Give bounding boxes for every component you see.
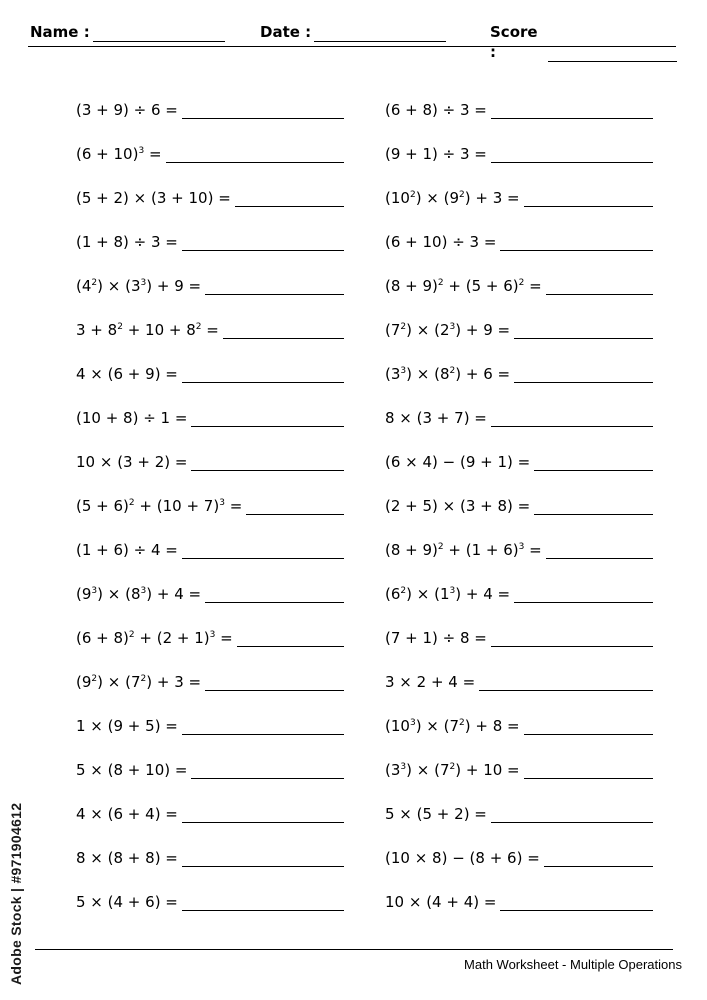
- answer-blank[interactable]: [237, 645, 344, 647]
- problem-expression: [76, 893, 178, 911]
- exponent: 3: [209, 630, 216, 640]
- answer-blank[interactable]: [182, 821, 344, 823]
- problem-row: [385, 744, 653, 788]
- problem-row: [385, 348, 653, 392]
- exponent: 2: [437, 278, 444, 288]
- problem-expression: [76, 321, 219, 339]
- problem-expression: [385, 541, 542, 559]
- answer-blank[interactable]: [534, 469, 653, 471]
- problem-expression: [385, 321, 510, 339]
- expression-text: (10: [385, 717, 410, 735]
- expression-text: (6: [385, 585, 401, 603]
- problem-row: [385, 876, 653, 920]
- problem-row: [385, 568, 653, 612]
- exponent: 2: [117, 322, 123, 332]
- right-problem-column: [385, 84, 653, 920]
- expression-text: (6 + 10) ÷ 3 =: [385, 233, 497, 251]
- answer-blank[interactable]: [534, 513, 653, 515]
- problem-row: [385, 216, 653, 260]
- expression-text: =: [201, 321, 219, 339]
- expression-text: ) + 4 =: [146, 585, 202, 603]
- problem-expression: [76, 673, 201, 691]
- expression-text: =: [524, 541, 542, 559]
- answer-blank[interactable]: [182, 381, 344, 383]
- expression-text: ) + 8 =: [464, 717, 520, 735]
- problem-row: [76, 480, 344, 524]
- problem-row: [76, 84, 344, 128]
- answer-blank[interactable]: [235, 205, 344, 207]
- expression-text: (5 + 2) × (3 + 10) =: [76, 189, 231, 207]
- exponent: 3: [449, 586, 456, 596]
- answer-blank[interactable]: [491, 821, 653, 823]
- problem-row: [76, 832, 344, 876]
- problem-expression: [385, 145, 487, 163]
- problem-expression: [76, 629, 233, 647]
- problem-expression: [76, 761, 187, 779]
- expression-text: (7: [385, 321, 401, 339]
- footer-divider: [35, 949, 673, 950]
- expression-text: ) + 4 =: [455, 585, 511, 603]
- problem-row: [385, 84, 653, 128]
- problem-row: [76, 348, 344, 392]
- exponent: 2: [400, 322, 407, 332]
- answer-blank[interactable]: [223, 337, 344, 339]
- problem-row: [76, 788, 344, 832]
- problem-row: [385, 260, 653, 304]
- score-field[interactable]: [490, 22, 677, 62]
- problem-row: [76, 172, 344, 216]
- expression-text: ) × (7: [97, 673, 141, 691]
- problem-expression: [76, 365, 178, 383]
- expression-text: 5 × (4 + 6) =: [76, 893, 178, 911]
- problem-row: [76, 392, 344, 436]
- expression-text: 8 × (3 + 7) =: [385, 409, 487, 427]
- problem-expression: [76, 805, 178, 823]
- answer-blank[interactable]: [479, 689, 653, 691]
- exponent: 2: [518, 278, 525, 288]
- expression-text: (1 + 8) ÷ 3 =: [76, 233, 178, 251]
- answer-blank[interactable]: [205, 689, 344, 691]
- answer-blank[interactable]: [182, 117, 344, 119]
- expression-text: + 10 + 8: [122, 321, 196, 339]
- problem-expression: [76, 717, 178, 735]
- exponent: 3: [91, 586, 98, 596]
- problem-row: [76, 260, 344, 304]
- answer-blank[interactable]: [191, 777, 344, 779]
- answer-blank[interactable]: [191, 425, 344, 427]
- problem-row: [76, 216, 344, 260]
- answer-blank[interactable]: [166, 161, 344, 163]
- answer-blank[interactable]: [514, 337, 653, 339]
- problem-row: [385, 612, 653, 656]
- expression-text: (6 + 8): [76, 629, 129, 647]
- exponent: 3: [400, 762, 407, 772]
- problem-row: [76, 612, 344, 656]
- problem-row: [76, 876, 344, 920]
- answer-blank[interactable]: [182, 557, 344, 559]
- exponent: 2: [140, 674, 147, 684]
- answer-blank[interactable]: [182, 909, 344, 911]
- date-blank[interactable]: [314, 27, 446, 42]
- expression-text: (3: [385, 365, 401, 383]
- exponent: 2: [459, 718, 465, 728]
- problem-expression: [76, 849, 178, 867]
- answer-blank[interactable]: [524, 733, 653, 735]
- problem-expression: [76, 233, 178, 251]
- problem-expression: [385, 453, 530, 471]
- expression-text: 8 × (8 + 8) =: [76, 849, 178, 867]
- answer-blank[interactable]: [544, 865, 653, 867]
- expression-text: (9 + 1) ÷ 3 =: [385, 145, 487, 163]
- exponent: 2: [128, 498, 135, 508]
- expression-text: (8 + 9): [385, 541, 438, 559]
- expression-text: ) + 9 =: [146, 277, 202, 295]
- expression-text: (6 × 4) − (9 + 1) =: [385, 453, 531, 471]
- problem-expression: [385, 717, 520, 735]
- answer-blank[interactable]: [524, 777, 653, 779]
- answer-blank[interactable]: [491, 117, 653, 119]
- expression-text: (9: [76, 673, 92, 691]
- answer-blank[interactable]: [191, 469, 344, 471]
- problem-expression: [385, 893, 496, 911]
- problem-expression: [76, 277, 201, 295]
- answer-blank[interactable]: [524, 205, 653, 207]
- answer-blank[interactable]: [514, 381, 653, 383]
- exponent: 2: [437, 542, 444, 552]
- expression-text: ) + 3 =: [464, 189, 520, 207]
- expression-text: (2 + 5) × (3 + 8) =: [385, 497, 531, 515]
- expression-text: 1 × (9 + 5) =: [76, 717, 178, 735]
- answer-blank[interactable]: [205, 293, 344, 295]
- problem-row: [76, 128, 344, 172]
- problem-expression: [385, 189, 520, 207]
- problem-row: [385, 524, 653, 568]
- problem-row: [76, 524, 344, 568]
- problem-expression: [385, 365, 510, 383]
- problem-expression: [385, 849, 540, 867]
- answer-blank[interactable]: [500, 249, 653, 251]
- exponent: 2: [449, 366, 456, 376]
- problem-expression: [385, 761, 520, 779]
- expression-text: ) × (3: [97, 277, 141, 295]
- problem-row: [76, 656, 344, 700]
- expression-text: ) + 3 =: [146, 673, 202, 691]
- answer-blank[interactable]: [546, 557, 653, 559]
- worksheet-header: [28, 22, 676, 61]
- problem-expression: [76, 453, 187, 471]
- exponent: 2: [91, 278, 98, 288]
- problem-expression: [385, 277, 542, 295]
- problem-row: [385, 172, 653, 216]
- expression-text: 5 × (8 + 10) =: [76, 761, 188, 779]
- answer-blank[interactable]: [182, 249, 344, 251]
- problem-expression: [385, 673, 475, 691]
- exponent: 3: [138, 146, 145, 156]
- answer-blank[interactable]: [491, 425, 653, 427]
- problem-expression: [76, 585, 201, 603]
- problem-row: [385, 128, 653, 172]
- exponent: 2: [128, 630, 135, 640]
- exponent: 3: [140, 586, 147, 596]
- answer-blank[interactable]: [546, 293, 653, 295]
- answer-blank[interactable]: [182, 733, 344, 735]
- problem-row: [385, 700, 653, 744]
- expression-text: (9: [76, 585, 92, 603]
- problem-expression: [76, 497, 242, 515]
- expression-text: 3 × 2 + 4 =: [385, 673, 476, 691]
- expression-text: + (1 + 6): [443, 541, 519, 559]
- answer-blank[interactable]: [491, 161, 653, 163]
- exponent: 2: [409, 190, 416, 200]
- problem-expression: [76, 101, 178, 119]
- problem-row: [385, 788, 653, 832]
- problem-expression: [76, 541, 178, 559]
- problem-row: [385, 832, 653, 876]
- score-blank[interactable]: [548, 47, 676, 62]
- expression-text: ) + 10 =: [455, 761, 520, 779]
- expression-text: =: [524, 277, 542, 295]
- expression-text: ) × (8: [406, 365, 450, 383]
- problem-row: [385, 392, 653, 436]
- expression-text: (7 + 1) ÷ 8 =: [385, 629, 487, 647]
- problem-expression: [385, 497, 530, 515]
- exponent: 3: [219, 498, 225, 508]
- expression-text: (10 × 8) − (8 + 6) =: [385, 849, 540, 867]
- exponent: 2: [400, 586, 407, 596]
- expression-text: (8 + 9): [385, 277, 438, 295]
- answer-blank[interactable]: [205, 601, 344, 603]
- expression-text: 10 × (3 + 2) =: [76, 453, 188, 471]
- exponent: 3: [518, 542, 525, 552]
- problem-row: [76, 568, 344, 612]
- problem-expression: [76, 189, 231, 207]
- problem-expression: [385, 409, 487, 427]
- problem-row: [385, 480, 653, 524]
- expression-text: 4 × (6 + 9) =: [76, 365, 178, 383]
- date-field[interactable]: [260, 22, 446, 42]
- score-label: Score :: [490, 23, 538, 61]
- expression-text: + (10 + 7): [134, 497, 220, 515]
- expression-text: =: [224, 497, 243, 515]
- expression-text: ) × (1: [406, 585, 450, 603]
- expression-text: (5 + 6): [76, 497, 129, 515]
- name-label: Name :: [30, 23, 90, 41]
- expression-text: (6 + 10): [76, 145, 139, 163]
- expression-text: + (5 + 6): [443, 277, 519, 295]
- problem-expression: [385, 101, 487, 119]
- problem-expression: [385, 805, 487, 823]
- problem-row: [385, 304, 653, 348]
- problem-row: [385, 656, 653, 700]
- problem-row: [76, 436, 344, 480]
- exponent: 3: [140, 278, 147, 288]
- stock-watermark: Adobe Stock | #971904612: [8, 802, 24, 985]
- expression-text: =: [215, 629, 233, 647]
- exponent: 2: [459, 190, 465, 200]
- date-label: Date :: [260, 23, 312, 41]
- expression-text: 5 × (5 + 2) =: [385, 805, 487, 823]
- expression-text: ) + 6 =: [455, 365, 511, 383]
- answer-blank[interactable]: [246, 513, 344, 515]
- problem-expression: [76, 409, 187, 427]
- expression-text: 4 × (6 + 4) =: [76, 805, 178, 823]
- expression-text: ) + 9 =: [455, 321, 511, 339]
- expression-text: 10 × (4 + 4) =: [385, 893, 497, 911]
- name-blank[interactable]: [93, 27, 225, 42]
- expression-text: ) × (2: [406, 321, 450, 339]
- problem-row: [76, 304, 344, 348]
- expression-text: (6 + 8) ÷ 3 =: [385, 101, 487, 119]
- problem-row: [385, 436, 653, 480]
- answer-blank[interactable]: [182, 865, 344, 867]
- exponent: 3: [400, 366, 407, 376]
- expression-text: ) × (7: [415, 717, 460, 735]
- exponent: 2: [449, 762, 456, 772]
- expression-text: (10: [385, 189, 410, 207]
- exponent: 3: [449, 322, 456, 332]
- expression-text: (3: [385, 761, 401, 779]
- problem-expression: [385, 233, 496, 251]
- exponent: 2: [91, 674, 98, 684]
- problem-expression: [76, 145, 162, 163]
- problem-expression: [385, 585, 510, 603]
- problem-row: [76, 700, 344, 744]
- expression-text: + (2 + 1): [134, 629, 210, 647]
- expression-text: 3 + 8: [76, 321, 118, 339]
- expression-text: (1 + 6) ÷ 4 =: [76, 541, 178, 559]
- exponent: 3: [409, 718, 416, 728]
- name-field[interactable]: [30, 22, 225, 42]
- expression-text: ) × (9: [415, 189, 460, 207]
- problem-expression: [385, 629, 487, 647]
- expression-text: (4: [76, 277, 92, 295]
- exponent: 2: [195, 322, 202, 332]
- answer-blank[interactable]: [491, 645, 653, 647]
- expression-text: ) × (8: [97, 585, 141, 603]
- footer-title: Math Worksheet - Multiple Operations: [464, 957, 682, 972]
- expression-text: (3 + 9) ÷ 6 =: [76, 101, 178, 119]
- answer-blank[interactable]: [500, 909, 653, 911]
- problem-row: [76, 744, 344, 788]
- answer-blank[interactable]: [514, 601, 653, 603]
- expression-text: ) × (7: [406, 761, 450, 779]
- expression-text: (10 + 8) ÷ 1 =: [76, 409, 188, 427]
- left-problem-column: [76, 84, 344, 920]
- expression-text: =: [144, 145, 162, 163]
